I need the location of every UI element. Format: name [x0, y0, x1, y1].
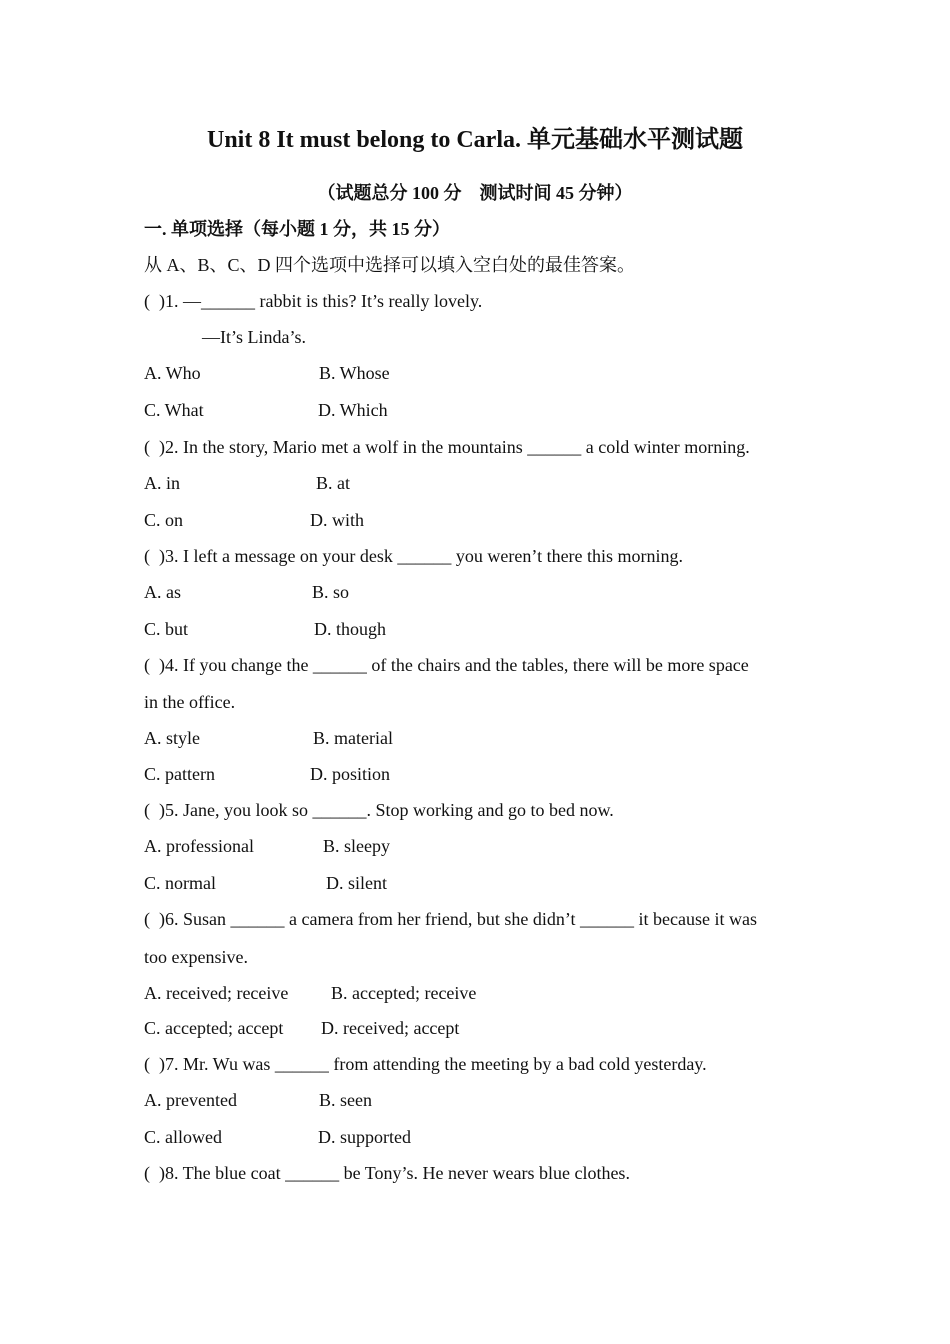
question-1-option-d: D. Which [318, 400, 388, 420]
question-7-option-b: B. seen [319, 1090, 372, 1110]
question-1-option-c: C. What [144, 400, 204, 420]
page-title: Unit 8 It must belong to Carla. 单元基础水平测试题 [206, 127, 743, 153]
question-4-option-c: C. pattern [144, 764, 215, 784]
question-4-option-b: B. material [313, 728, 393, 748]
question-3-stem: ( )3. I left a message on your desk ______ you weren’t there this morning. [144, 546, 684, 566]
question-3-option-d: D. though [314, 619, 386, 639]
question-2-option-c: C. on [144, 510, 184, 530]
question-8-stem: ( )8. The blue coat ______ be Tony’s. He never wears blue clothes. [144, 1163, 630, 1183]
instruction-text: 从 A、B、C、D 四个选项中选择可以填入空白处的最佳答案。 [144, 255, 636, 275]
question-2-option-a: A. in [144, 473, 180, 493]
question-1-stem: ( )1. —______ rabbit is this? It’s really lovely. [144, 291, 483, 311]
question-1-option-a: A. Who [144, 363, 201, 383]
question-7-stem: ( )7. Mr. Wu was ______ from attending the meeting by a bad cold yesterday. [144, 1054, 707, 1074]
question-2-stem: ( )2. In the story, Mario met a wolf in the mountains ______ a cold winter morning. [144, 437, 750, 457]
question-5-option-d: D. silent [326, 873, 387, 893]
question-7-option-a: A. prevented [144, 1090, 237, 1110]
question-6-option-c: C. accepted; accept [144, 1018, 284, 1038]
question-5-stem: ( )5. Jane, you look so ______. Stop working and go to bed now. [144, 800, 614, 820]
question-2-option-b: B. at [316, 473, 350, 493]
question-5-option-b: B. sleepy [323, 836, 390, 856]
question-4-option-a: A. style [144, 728, 200, 748]
question-6-stem-continued: too expensive. [144, 947, 248, 967]
question-3-option-c: C. but [144, 619, 189, 639]
question-6-stem: ( )6. Susan ______ a camera from her friend, but she didn’t ______ it because it was [144, 909, 758, 929]
question-5-option-a: A. professional [144, 836, 254, 856]
question-1-option-b: B. Whose [319, 363, 390, 383]
question-4-stem: ( )4. If you change the ______ of the chairs and the tables, there will be more space [144, 655, 749, 675]
question-7-option-d: D. supported [318, 1127, 411, 1147]
question-4-stem-continued: in the office. [144, 692, 236, 712]
section-heading: 一. 单项选择（每小题 1 分，共 15 分） [144, 219, 450, 239]
question-6-option-d: D. received; accept [321, 1018, 460, 1038]
question-4-option-d: D. position [310, 764, 391, 784]
question-6-option-a: A. received; receive [144, 983, 289, 1003]
question-5-option-c: C. normal [144, 873, 216, 893]
exam-info: （试题总分 100 分 测试时间 45 分钟） [317, 183, 633, 203]
question-3-option-a: A. as [144, 582, 181, 602]
question-7-option-c: C. allowed [144, 1127, 222, 1147]
question-2-option-d: D. with [310, 510, 364, 530]
question-3-option-b: B. so [312, 582, 350, 602]
question-6-option-b: B. accepted; receive [331, 983, 477, 1003]
question-1-reply: —It’s Linda’s. [202, 327, 306, 347]
